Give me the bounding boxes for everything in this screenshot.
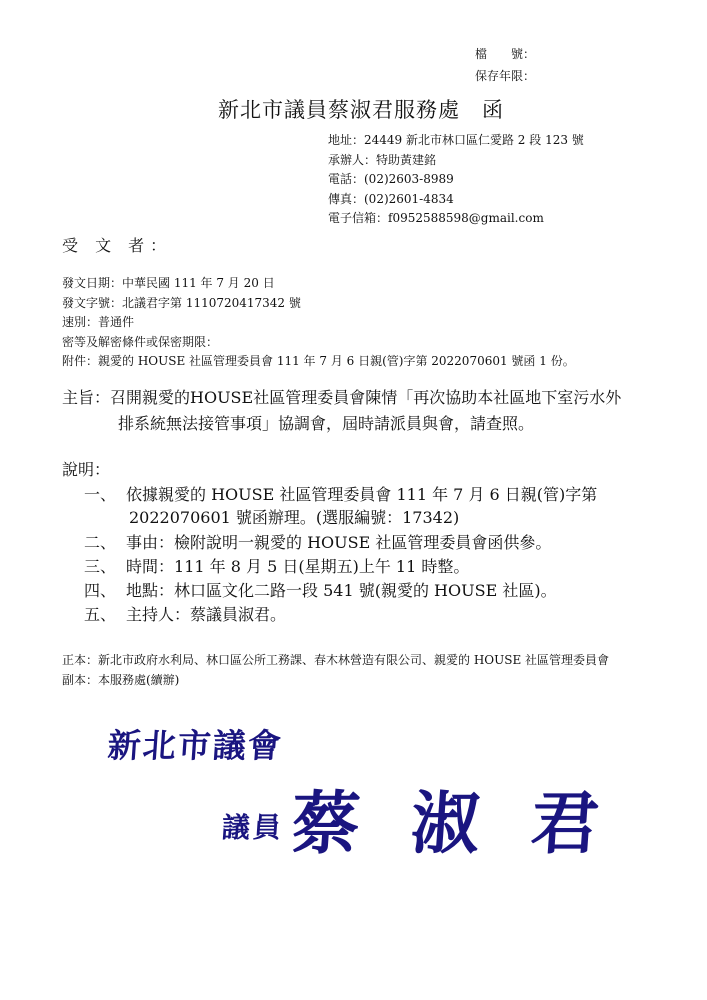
explanation-item-continuation: 2022070601 號函辦理。(選服編號：17342) [129,508,460,527]
item-text: 事由：檢附說明一親愛的 HOUSE 社區管理委員會函供參。 [126,533,552,552]
item-number: 四、 [84,581,117,600]
file-number-label: 檔 號： [475,47,536,61]
item-text: 時間：111 年 8 月 5 日(星期五)上午 11 時整。 [126,557,470,576]
contact-phone: 電話：(02)2603-8989 [328,172,454,186]
explanation-item [84,531,551,555]
document-title: 新北市議員蔡淑君服務處 函 [218,98,504,122]
recipient-label: 受 文 者： [62,236,173,255]
item-text: 依據親愛的 HOUSE 社區管理委員會 111 年 7 月 6 日親(管)字第 [126,485,598,504]
explanation-item [84,555,469,579]
stamp-council-name: 新北市議會 [106,726,285,765]
stamp-role: 議員 [220,811,286,844]
distribution-original: 正本：新北市政府水利局、林口區公所工務課、春木林營造有限公司、親愛的 HOUSE 社區管理委員會 [62,653,610,667]
subject-line-1: 主旨：召開親愛的HOUSE社區管理委員會陳情「再次協助本社區地下室污水外 [62,388,622,407]
contact-address: 地址：24449 新北市林口區仁愛路 2 段 123 號 [328,133,584,147]
contact-handler: 承辦人：特助黃建銘 [328,152,437,167]
document-number: 發文字號：北議君字第 1110720417342 號 [62,295,301,310]
stamp-councillor-name: 蔡 淑 君 [288,784,616,864]
secrecy-class: 密等及解密條件或保密期限： [62,334,219,349]
item-number: 一、 [84,485,117,504]
subject-line-2: 排系統無法接管事項」協調會，屆時請派員與會，請查照。 [118,414,535,433]
explanation-heading: 說明： [62,460,111,479]
explanation-item [84,579,557,603]
distribution-copy: 副本：本服務處(續辦) [62,673,180,687]
item-number: 二、 [84,533,117,552]
contact-fax: 傳真：(02)2601-4834 [328,191,454,206]
attachment: 附件：親愛的 HOUSE 社區管理委員會 111 年 7 月 6 日親(管)字第 2022070601 號函 1 份。 [62,354,575,368]
explanation-item [84,603,286,627]
contact-block [328,131,584,229]
item-text: 地點：林口區文化二路一段 541 號(親愛的 HOUSE 社區)。 [126,581,557,600]
item-text: 主持人：蔡議員淑君。 [126,605,287,624]
meta-block [62,274,575,372]
contact-email: 電子信箱：f0952588598@gmail.com [328,211,544,225]
explanation-item [84,483,597,507]
item-number: 三、 [84,557,117,576]
item-number: 五、 [84,605,117,624]
retention-label: 保存年限： [475,69,536,83]
speed-class: 速別：普通件 [62,315,135,329]
issue-date: 發文日期：中華民國 111 年 7 月 20 日 [62,276,275,290]
